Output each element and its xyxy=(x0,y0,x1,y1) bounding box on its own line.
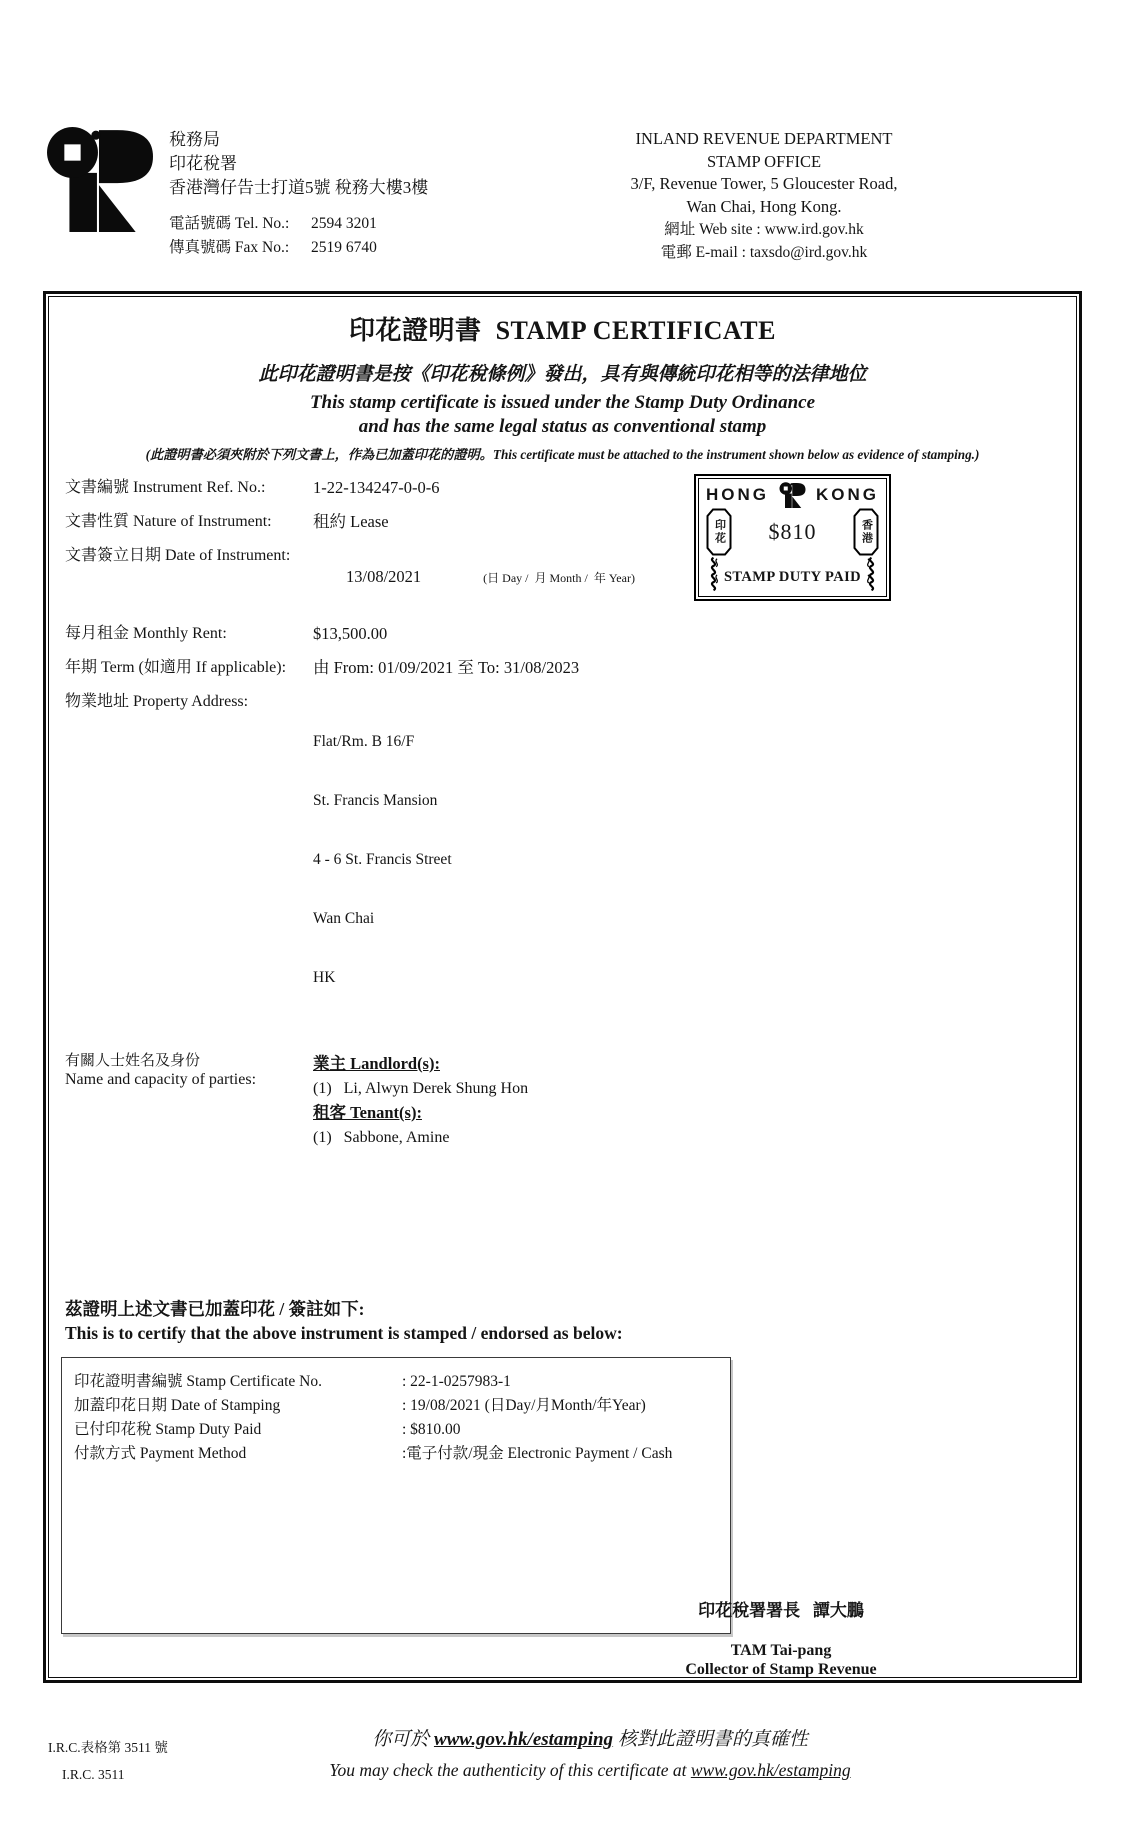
legal-status-en-2: and has the same legal status as conventional stamp xyxy=(358,416,767,437)
endorsement-row-duty-paid xyxy=(74,1419,718,1440)
check-cn-url: www.gov.hk/estamping xyxy=(433,1729,614,1750)
bureau-line: 香港灣仔告士打道5號 稅務大樓3樓 xyxy=(169,178,429,197)
stamp-seal-right xyxy=(853,508,879,556)
field-row-rent xyxy=(65,623,690,644)
field-row-date xyxy=(65,545,690,610)
fax-row xyxy=(169,236,377,260)
field-row-address xyxy=(65,691,690,1028)
email-line: 電郵 E-mail : taxsdo@ird.gov.hk xyxy=(660,244,868,261)
collector-name-en: TAM Tai-pang xyxy=(730,1642,832,1659)
fax-label: 傳真號碼 Fax No.: xyxy=(169,239,290,256)
dept-line: STAMP OFFICE xyxy=(706,151,822,171)
field-row-ref-no xyxy=(65,477,690,498)
seal-right-text: 香港 xyxy=(860,519,873,545)
stamp-duty-paid-chop xyxy=(694,474,891,601)
certificate-title-cn: 印花證明書 xyxy=(349,316,482,345)
field-label: 每月租金 Monthly Rent: xyxy=(65,625,227,642)
certify-line-cn: 茲證明上述文書已加蓋印花 / 簽註如下: xyxy=(65,1299,365,1319)
field-label: 文書性質 Nature of Instrument: xyxy=(65,513,272,530)
parties-section xyxy=(65,1052,690,1150)
address-line: HK xyxy=(313,969,336,986)
chop-hong: HONG xyxy=(706,485,769,504)
bureau-line: 印花稅署 xyxy=(169,154,237,173)
legal-status-cn: 此印花證明書是按《印花稅條例》發出，具有與傳統印花相等的法律地位 xyxy=(258,364,867,385)
certificate-heading xyxy=(46,310,1079,463)
legal-status-en-1: This stamp certificate is issued under the Stamp Duty Ordinance xyxy=(309,392,816,413)
endorsement-row-payment-method xyxy=(74,1443,718,1464)
parties-values xyxy=(313,1052,690,1150)
field-label: 文書編號 Instrument Ref. No.: xyxy=(65,479,266,496)
department-block xyxy=(588,128,940,264)
certificate-title xyxy=(46,310,1079,347)
chop-inner xyxy=(698,478,887,597)
field-label: 年期 Term (如適用 If applicable): xyxy=(65,659,287,676)
endorsement-value: : 22-1-0257983-1 xyxy=(402,1373,511,1390)
seal-frame-icon xyxy=(853,508,879,556)
seal-ornament-icon xyxy=(864,556,879,592)
certify-line-en: This is to certify that the above instrument is stamped / endorsed as below: xyxy=(65,1323,623,1343)
dept-line: Wan Chai, Hong Kong. xyxy=(686,196,842,216)
field-label: 物業地址 Property Address: xyxy=(65,693,249,710)
endorsement-value: : $810.00 xyxy=(402,1421,461,1438)
dept-line: INLAND REVENUE DEPARTMENT xyxy=(635,129,893,148)
date-format-note: (日 Day / 月 Month / 年 Year) xyxy=(483,571,635,585)
seal-frame-icon xyxy=(706,508,732,556)
tel-row xyxy=(169,212,377,236)
field-row-term xyxy=(65,657,690,678)
address-line: St. Francis Mansion xyxy=(313,792,438,809)
endorsement-label: 加蓋印花日期 Date of Stamping xyxy=(74,1397,281,1414)
endorsement-row-stamp-date xyxy=(74,1395,718,1416)
endorsement-box xyxy=(61,1357,731,1634)
stamp-seal-left xyxy=(706,508,732,556)
endorsement-label: 印花證明書編號 Stamp Certificate No. xyxy=(74,1373,322,1390)
seal-ornament-icon xyxy=(706,556,721,592)
field-value: $13,500.00 xyxy=(313,624,388,643)
landlord-item: (1) Li, Alwyn Derek Shung Hon xyxy=(313,1080,529,1097)
website-line: 網址 Web site : www.ird.gov.hk xyxy=(664,221,864,238)
tel-label: 電話號碼 Tel. No.: xyxy=(169,215,290,232)
endorsement-value: :電子付款/現金 Electronic Payment / Cash xyxy=(402,1445,673,1462)
tel-fax-block xyxy=(169,212,377,260)
property-address xyxy=(313,691,690,1028)
chop-kong: KONG xyxy=(816,485,879,504)
authenticity-check-block xyxy=(140,1724,1040,1781)
endorsement-label: 付款方式 Payment Method xyxy=(74,1445,247,1462)
certificate-box xyxy=(43,291,1082,1683)
certify-statement xyxy=(65,1297,623,1345)
form-number-en: I.R.C. 3511 xyxy=(62,1767,125,1782)
ird-logo xyxy=(46,126,154,232)
field-value xyxy=(313,545,690,610)
chop-middle-row xyxy=(706,508,879,556)
collector-name-cn: 印花稅署署長 譚大鵬 xyxy=(698,1601,864,1620)
field-value: 由 From: 01/09/2021 至 To: 31/08/2023 xyxy=(313,658,580,677)
field-label: 文書簽立日期 Date of Instrument: xyxy=(65,547,291,564)
endorsement-row-cert-no xyxy=(74,1371,718,1392)
field-value: 1-22-134247-0-0-6 xyxy=(313,478,440,497)
bureau-address-block xyxy=(169,128,428,200)
address-line: Flat/Rm. B 16/F xyxy=(313,733,415,750)
authenticity-line-en xyxy=(140,1760,1040,1781)
landlord-heading: 業主 Landlord(s): xyxy=(313,1054,440,1073)
date-of-instrument: 13/08/2021 xyxy=(346,567,422,586)
endorsement-label: 已付印花稅 Stamp Duty Paid xyxy=(74,1421,262,1438)
dept-line: 3/F, Revenue Tower, 5 Gloucester Road, xyxy=(630,174,898,193)
parties-label-cn: 有關人士姓名及身份 xyxy=(65,1053,201,1069)
parties-label-en: Name and capacity of parties: xyxy=(65,1071,257,1088)
tenant-heading: 租客 Tenant(s): xyxy=(313,1103,422,1122)
seal-left-text: 印花 xyxy=(713,519,726,545)
form-number-cn: I.R.C.表格第 3511 號 xyxy=(48,1740,168,1755)
check-en-pre: You may check the authenticity of this certificate at xyxy=(329,1760,691,1780)
stamp-duty-paid-label: STAMP DUTY PAID xyxy=(723,569,862,585)
endorsement-value: : 19/08/2021 (日Day/月Month/年Year) xyxy=(402,1397,646,1414)
fax-value: 2519 6740 xyxy=(311,239,377,256)
check-cn-pre: 你可於 xyxy=(372,1729,434,1750)
tel-value: 2594 3201 xyxy=(311,215,377,232)
bureau-line: 稅務局 xyxy=(169,130,220,149)
collector-title: Collector of Stamp Revenue xyxy=(685,1661,877,1678)
ird-logo-icon xyxy=(46,126,154,232)
chop-top-row xyxy=(706,482,879,508)
address-line: 4 - 6 St. Francis Street xyxy=(313,851,452,868)
signature-block xyxy=(646,1596,916,1679)
field-value: 租約 Lease xyxy=(313,512,389,531)
authenticity-line-cn xyxy=(140,1724,1040,1751)
check-en-url: www.gov.hk/estamping xyxy=(690,1760,851,1780)
address-line: Wan Chai xyxy=(313,910,375,927)
check-cn-post: 核對此證明書的真確性 xyxy=(613,1729,808,1750)
stamp-duty-amount: $810 xyxy=(768,519,817,544)
attach-note: (此證明書必須夾附於下列文書上，作為已加蓋印花的證明。This certificate must be attached to the instrument shown below as evidence of stamping.) xyxy=(145,447,980,462)
tenant-item: (1) Sabbone, Amine xyxy=(313,1129,450,1146)
certificate-title-en: STAMP CERTIFICATE xyxy=(495,316,776,345)
parties-label xyxy=(65,1052,313,1150)
ird-logo-small-icon xyxy=(779,482,806,508)
field-row-nature xyxy=(65,511,690,532)
chop-bottom-row xyxy=(706,556,879,592)
instrument-fields xyxy=(65,477,690,1150)
